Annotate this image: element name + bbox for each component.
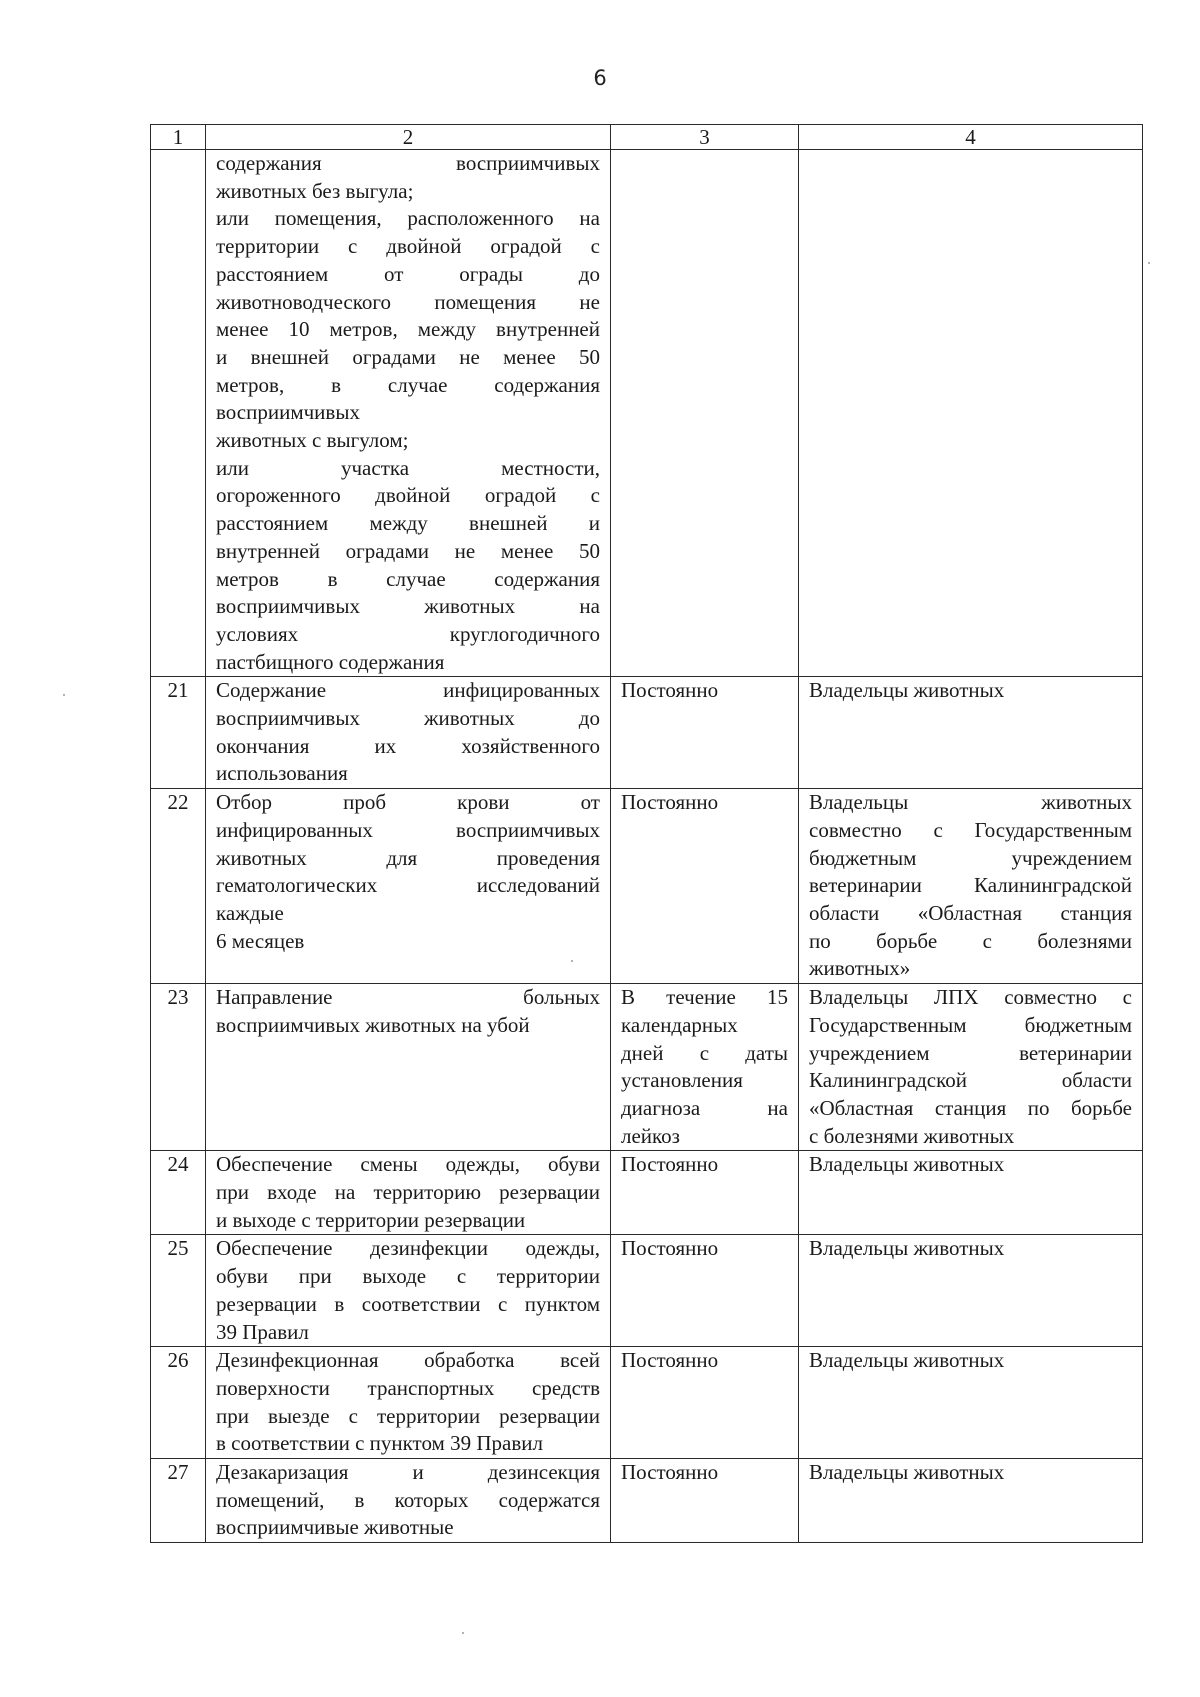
term-cell	[611, 677, 799, 789]
action-line: обуви при выходе с территории	[216, 1264, 600, 1289]
continuation-action-line: и внешней оградами не менее 50	[216, 344, 600, 369]
scan-speck	[571, 960, 573, 962]
term-cell	[611, 1151, 799, 1235]
responsible-line: Владельцы животных	[809, 1460, 1005, 1485]
responsible-line: учреждением ветеринарии	[809, 1040, 1132, 1065]
scan-speck	[63, 694, 65, 696]
page-number: 6	[593, 66, 607, 90]
action-line: при входе на территорию резервации	[216, 1180, 600, 1205]
continuation-action-line: восприимчивых животных на	[216, 594, 600, 619]
action-line: инфицированных восприимчивых	[216, 817, 600, 842]
term-line: Постоянно	[621, 1236, 719, 1261]
continuation-action-line: восприимчивых	[216, 400, 360, 425]
term-cell	[611, 1347, 799, 1459]
action-line: восприимчивых животных на убой	[216, 1012, 530, 1037]
responsible-line: Владельцы ЛПХ совместно с	[809, 985, 1132, 1010]
term-line: календарных	[621, 1012, 738, 1037]
action-line: окончания их хозяйственного	[216, 733, 600, 758]
action-cell	[206, 984, 611, 1151]
continuation-action-line: условиях круглогодичного	[216, 621, 600, 646]
row-number: 21	[151, 677, 206, 789]
table-row	[151, 1235, 1143, 1347]
header-col-1: 1	[151, 125, 206, 150]
action-line: Дезакаризация и дезинсекция	[216, 1460, 600, 1485]
action-cell	[206, 677, 611, 789]
responsible-line: животных»	[809, 956, 911, 981]
responsible-cell	[799, 1347, 1143, 1459]
responsible-line: Калининградской области	[809, 1068, 1132, 1093]
continuation-row	[151, 150, 1143, 677]
continuation-action-line: животных с выгулом;	[216, 428, 409, 453]
continuation-action-line: территории с двойной оградой с	[216, 234, 600, 259]
action-line: поверхности транспортных средств	[216, 1375, 600, 1400]
action-line: Направление больных	[216, 985, 600, 1010]
continuation-action-line: или участка местности,	[216, 455, 600, 480]
continuation-action-line: расстоянием между внешней и	[216, 511, 600, 536]
continuation-term-cell	[611, 150, 799, 677]
action-line: в соответствии с пунктом 39 Правил	[216, 1431, 543, 1456]
action-line: и выходе с территории резервации	[216, 1207, 526, 1232]
action-line: Отбор проб крови от	[216, 790, 600, 815]
table-body	[151, 150, 1143, 1543]
term-line: Постоянно	[621, 790, 719, 815]
action-cell	[206, 1235, 611, 1347]
responsible-line: по борьбе с болезнями	[809, 928, 1132, 953]
continuation-num-cell	[151, 150, 206, 677]
term-line: диагноза на	[621, 1095, 788, 1120]
row-number: 24	[151, 1151, 206, 1235]
responsible-cell	[799, 677, 1143, 789]
table-row	[151, 1459, 1143, 1543]
responsible-cell	[799, 1459, 1143, 1543]
responsible-line: области «Областная станция	[809, 900, 1132, 925]
term-line: дней с даты	[621, 1040, 788, 1065]
continuation-action-line: расстоянием от ограды до	[216, 261, 600, 286]
responsible-cell	[799, 984, 1143, 1151]
measures-table	[150, 124, 1143, 1543]
term-cell	[611, 1235, 799, 1347]
continuation-action-line: животных без выгула;	[216, 178, 414, 203]
action-line: использования	[216, 761, 348, 786]
responsible-cell	[799, 789, 1143, 984]
continuation-action-line: внутренней оградами не менее 50	[216, 538, 600, 563]
responsible-line: Владельцы животных	[809, 790, 1132, 815]
responsible-cell	[799, 1235, 1143, 1347]
row-number: 22	[151, 789, 206, 984]
action-line: 6 месяцев	[216, 928, 305, 953]
row-number: 25	[151, 1235, 206, 1347]
responsible-cell	[799, 1151, 1143, 1235]
action-line: Содержание инфицированных	[216, 678, 600, 703]
responsible-line: с болезнями животных	[809, 1123, 1015, 1148]
responsible-line: совместно с Государственным	[809, 817, 1132, 842]
header-col-3: 3	[611, 125, 799, 150]
header-col-4: 4	[799, 125, 1143, 150]
row-number: 23	[151, 984, 206, 1151]
continuation-action-line: огороженного двойной оградой с	[216, 483, 600, 508]
action-line: Обеспечение дезинфекции одежды,	[216, 1236, 600, 1261]
responsible-line: «Областная станция по борьбе	[809, 1095, 1132, 1120]
continuation-action-line: менее 10 метров, между внутренней	[216, 317, 600, 342]
continuation-action-line: животноводческого помещения не	[216, 289, 600, 314]
table-header-row	[151, 125, 1143, 150]
responsible-line: бюджетным учреждением	[809, 845, 1132, 870]
continuation-action-line: метров в случае содержания	[216, 566, 600, 591]
continuation-action-line: содержания восприимчивых	[216, 151, 600, 175]
action-line: 39 Правил	[216, 1319, 309, 1344]
continuation-action-cell	[206, 150, 611, 677]
term-line: Постоянно	[621, 1348, 719, 1373]
action-cell	[206, 1151, 611, 1235]
responsible-line: Владельцы животных	[809, 1348, 1005, 1373]
table-row	[151, 984, 1143, 1151]
term-line: лейкоз	[621, 1123, 680, 1148]
responsible-line: Владельцы животных	[809, 1236, 1005, 1261]
action-line: восприимчивые животные	[216, 1515, 454, 1540]
term-cell	[611, 1459, 799, 1543]
action-line: помещений, в которых содержатся	[216, 1487, 600, 1512]
term-line: Постоянно	[621, 678, 719, 703]
continuation-responsible-cell	[799, 150, 1143, 677]
scan-speck	[462, 1632, 464, 1634]
scan-speck	[1148, 262, 1150, 264]
continuation-action-line: пастбищного содержания	[216, 649, 445, 674]
responsible-line: ветеринарии Калининградской	[809, 873, 1132, 898]
action-line: гематологических исследований	[216, 873, 600, 898]
table-row	[151, 1347, 1143, 1459]
term-line: В течение 15	[621, 985, 788, 1010]
table-row	[151, 789, 1143, 984]
responsible-line: Государственным бюджетным	[809, 1012, 1132, 1037]
responsible-line: Владельцы животных	[809, 1152, 1005, 1177]
table-row	[151, 1151, 1143, 1235]
term-line: Постоянно	[621, 1152, 719, 1177]
continuation-action-line: или помещения, расположенного на	[216, 206, 600, 231]
term-cell	[611, 984, 799, 1151]
term-cell	[611, 789, 799, 984]
row-number: 27	[151, 1459, 206, 1543]
row-number: 26	[151, 1347, 206, 1459]
action-line: Обеспечение смены одежды, обуви	[216, 1152, 600, 1177]
action-line: восприимчивых животных до	[216, 706, 600, 731]
action-line: Дезинфекционная обработка всей	[216, 1348, 600, 1373]
continuation-action-line: метров, в случае содержания	[216, 372, 600, 397]
action-line: при выезде с территории резервации	[216, 1403, 600, 1428]
action-cell	[206, 789, 611, 984]
action-line: каждые	[216, 900, 284, 925]
term-line: Постоянно	[621, 1460, 719, 1485]
header-col-2: 2	[206, 125, 611, 150]
action-cell	[206, 1459, 611, 1543]
action-line: резервации в соответствии с пунктом	[216, 1291, 600, 1316]
action-cell	[206, 1347, 611, 1459]
table-row	[151, 677, 1143, 789]
responsible-line: Владельцы животных	[809, 678, 1005, 703]
term-line: установления	[621, 1068, 743, 1093]
action-line: животных для проведения	[216, 845, 600, 870]
